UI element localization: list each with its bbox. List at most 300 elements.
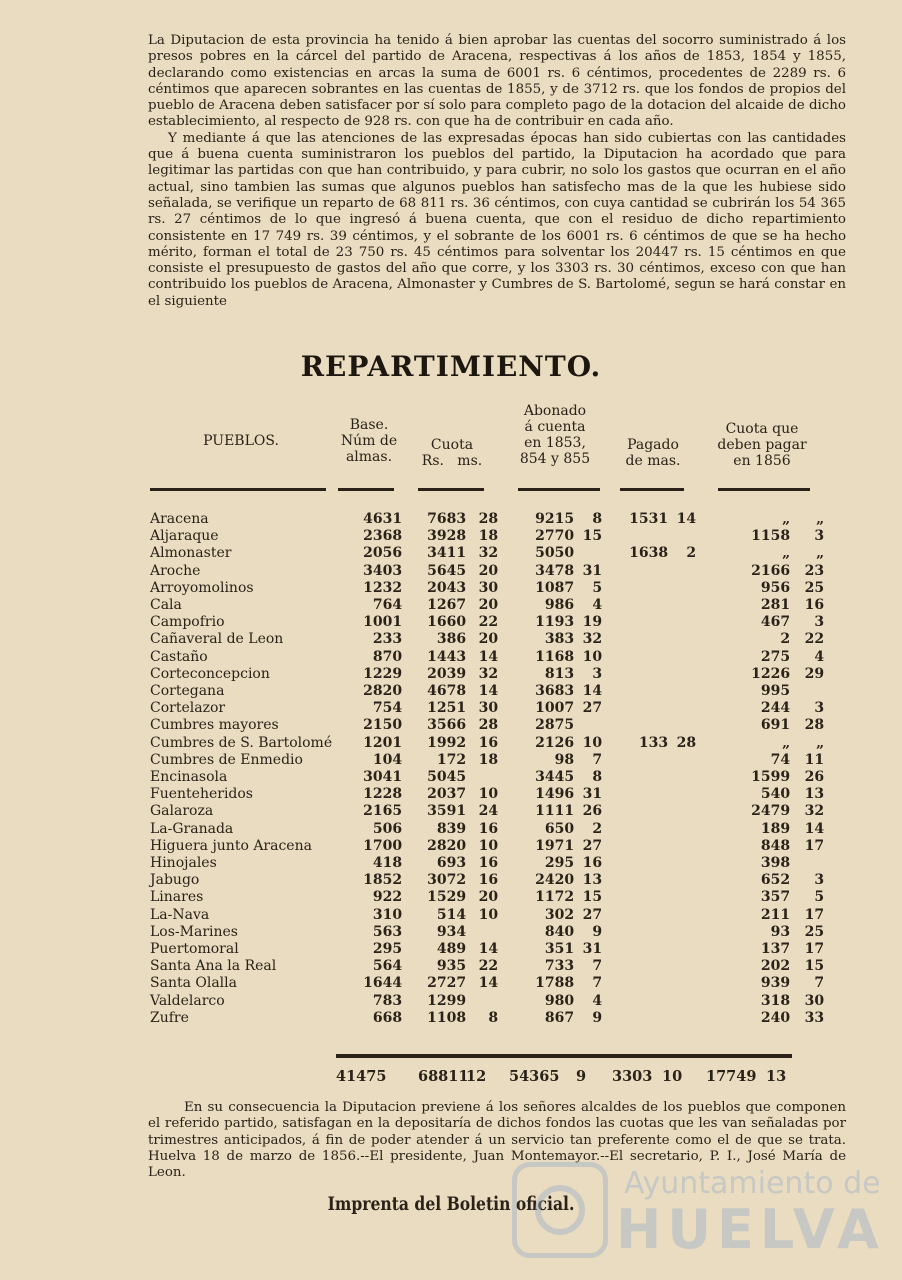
cell-pm: 14 bbox=[676, 511, 697, 527]
pueblo-name bbox=[150, 855, 332, 872]
pueblo-name bbox=[150, 649, 332, 666]
cell-base: 2150 bbox=[363, 717, 403, 734]
cell-pr bbox=[602, 528, 668, 545]
pueblo-name bbox=[150, 717, 332, 734]
header-cuota bbox=[412, 437, 492, 469]
cell-am: 9 bbox=[592, 1009, 603, 1026]
intro-paragraph-2: Y mediante á que las atenciones de las expresadas épocas han sido cubiertas con las cantidades que á buena cuenta suministraron los pueblos del partido, la Diputacion ha acordado que para legitimar las partidas con que han contribuido, y para cubrir, no solo los gastos que ocurran en el año actual, sino tambien las sumas que algunos pueblos han satisfecho mas de la que les hubiese sido señalada, se verifique un reparto de 68 811 rs. 36 céntimos, con cuya cantidad se cubrirán los 54 365 rs. 27 céntimos de lo que ingresó á buena cuenta, que con el residuo de dicho repartimiento consistente en 17 749 rs. 39 céntimos, y el sobrante de los 6001 rs. 6 céntimos de que se ha hecho mérito, forman el total de 23 750 rs. 45 céntimos para solventar los 20447 rs. 15 céntimos en que consiste el presupuesto de gastos del año que corre, y los 3303 rs. 30 céntimos, exceso con que han contribuido los pueblos de Aracena, Almonaster y Cumbres de S. Bartolomé, segun se hará constar en el siguiente bbox=[148, 130, 846, 309]
cell-qr: 240 bbox=[760, 1009, 791, 1026]
pueblo-name-text: Linares bbox=[150, 889, 204, 906]
cell-qm: 17 bbox=[804, 837, 825, 854]
table-row bbox=[150, 838, 824, 855]
cell-pr bbox=[602, 580, 668, 597]
watermark-line1: Ayuntamiento de bbox=[624, 1166, 881, 1201]
cell-qr: 2479 bbox=[751, 803, 791, 820]
total-cuota-deben-rs: 17749 bbox=[706, 1068, 757, 1085]
cell-base: 564 bbox=[372, 958, 403, 975]
cell-qm: 3 bbox=[814, 700, 825, 717]
cell-cr: 3591 bbox=[427, 803, 467, 820]
cell-pm bbox=[668, 975, 696, 992]
pueblo-name-text: Jabugo bbox=[150, 872, 200, 889]
cell-cr: 5645 bbox=[427, 562, 467, 579]
total-cuota-deben-ms: 13 bbox=[766, 1068, 787, 1085]
header-base-line: Núm de bbox=[340, 433, 398, 449]
cell-qm: „ bbox=[816, 545, 825, 562]
cell-am: 13 bbox=[582, 872, 603, 889]
cell-ar: 3478 bbox=[535, 562, 575, 579]
cell-cr: 5045 bbox=[427, 769, 467, 786]
cell-ar: 733 bbox=[544, 958, 575, 975]
pueblo-name bbox=[150, 735, 332, 752]
cell-qm: 28 bbox=[804, 717, 825, 734]
header-abonado bbox=[510, 403, 600, 467]
cell-qr: 691 bbox=[760, 717, 791, 734]
cell-ar: 351 bbox=[544, 941, 575, 958]
cell-qr: 1158 bbox=[751, 528, 791, 545]
cell-cm bbox=[466, 769, 498, 786]
header-cuota-line: Rs. ms. bbox=[421, 453, 483, 469]
cell-ar: 980 bbox=[544, 992, 575, 1009]
cell-ar: 5050 bbox=[535, 545, 575, 562]
cell-base: 506 bbox=[372, 820, 403, 837]
cell-pr bbox=[602, 1010, 668, 1027]
cell-qr: 189 bbox=[760, 820, 791, 837]
cell-cr: 1529 bbox=[427, 889, 467, 906]
cell-qm: 17 bbox=[804, 906, 825, 923]
header-rule bbox=[620, 488, 684, 491]
cell-base: 2820 bbox=[363, 683, 403, 700]
cell-qm: 7 bbox=[814, 975, 825, 992]
cell-am bbox=[574, 717, 602, 734]
pueblo-name bbox=[150, 769, 332, 786]
cell-pm bbox=[668, 786, 696, 803]
pueblo-name bbox=[150, 511, 332, 528]
cell-qr: 357 bbox=[760, 889, 791, 906]
cell-base: 4631 bbox=[363, 511, 403, 527]
table-row bbox=[150, 528, 824, 545]
watermark-ring bbox=[535, 1185, 585, 1235]
cell-cm: 14 bbox=[478, 975, 499, 992]
header-rule bbox=[718, 488, 810, 491]
watermark-logo-icon bbox=[512, 1162, 608, 1258]
cell-qm: 16 bbox=[804, 597, 825, 614]
totals-rule bbox=[336, 1054, 792, 1058]
cell-pm bbox=[668, 631, 696, 648]
cell-qr: 398 bbox=[760, 855, 791, 872]
cell-pr bbox=[602, 924, 668, 941]
table-row bbox=[150, 803, 824, 820]
cell-am: 5 bbox=[592, 579, 603, 596]
watermark-line2: HUELVA bbox=[616, 1198, 885, 1261]
cell-pr bbox=[602, 993, 668, 1010]
cell-base: 418 bbox=[372, 855, 403, 872]
cell-pr bbox=[602, 631, 668, 648]
header-rule bbox=[518, 488, 600, 491]
table-row bbox=[150, 941, 824, 958]
cell-ar: 986 bbox=[544, 597, 575, 614]
cell-am: 4 bbox=[592, 597, 603, 614]
cell-qm: 13 bbox=[804, 786, 825, 803]
cell-pm bbox=[668, 924, 696, 941]
pueblo-name bbox=[150, 597, 332, 614]
total-abonado-rs: 54365 bbox=[509, 1068, 560, 1085]
header-rule bbox=[418, 488, 484, 491]
pueblo-name-text: Encinasola bbox=[150, 769, 228, 786]
cell-qr: 1226 bbox=[751, 665, 791, 682]
pueblo-name bbox=[150, 563, 332, 580]
cell-cr: 693 bbox=[436, 855, 467, 872]
table-row bbox=[150, 735, 824, 752]
cell-base: 310 bbox=[372, 906, 403, 923]
cell-cm: 10 bbox=[478, 837, 499, 854]
cell-pr bbox=[602, 958, 668, 975]
cell-ar: 383 bbox=[544, 631, 575, 648]
pueblo-name-text: Cumbres de Enmedio bbox=[150, 751, 303, 768]
cell-ar: 840 bbox=[544, 923, 575, 940]
cell-qr: 995 bbox=[760, 683, 791, 700]
cell-qr: 1599 bbox=[751, 769, 791, 786]
table-row bbox=[150, 1010, 824, 1027]
cell-cr: 839 bbox=[436, 820, 467, 837]
cell-cm: 18 bbox=[478, 528, 499, 545]
cell-am: 7 bbox=[592, 975, 603, 992]
cell-base: 233 bbox=[372, 631, 403, 648]
intro-paragraph-1: La Diputacion de esta provincia ha tenido á bien aprobar las cuentas del socorro suministrado á los presos pobres en la cárcel del partido de Aracena, respectivas á los años de 1853, 1854 y 1855, declarando como existencias en arcas la suma de 6001 rs. 6 céntimos, procedentes de 2289 rs. 6 céntimos que aparecen sobrantes en las cuentas de 1855, y de 3712 rs. que los fondos de propios del pueblo de Aracena deben satisfacer por sí solo para completo pago de la dotacion del alcaide de dicho establecimiento, al respecto de 928 rs. con que ha de contribuir en cada año. bbox=[148, 33, 846, 130]
cell-qm: 30 bbox=[804, 992, 825, 1009]
cell-qm: „ bbox=[816, 734, 825, 751]
cell-qr: 275 bbox=[760, 648, 791, 665]
closing-paragraph: En su consecuencia la Diputacion previene á los señores alcaldes de los pueblos que componen el referido partido, satisfagan en la depositaría de dichos fondos las cuotas que les van señaladas por trimestres anticipados, á fin de poder atender á un servicio tan preferente como el de que se trata. Huelva 18 de marzo de 1856.--El presidente, Juan Montemayor.--El secretario, P. I., José María de Leon. bbox=[148, 1100, 846, 1181]
cell-qr: 467 bbox=[760, 614, 791, 631]
cell-qm: 5 bbox=[814, 889, 825, 906]
header-base-line: almas. bbox=[345, 449, 393, 465]
cell-pr bbox=[602, 889, 668, 906]
cell-pm bbox=[668, 752, 696, 769]
cell-pr bbox=[602, 717, 668, 734]
cell-qm: 23 bbox=[804, 562, 825, 579]
cell-cr: 2043 bbox=[427, 579, 467, 596]
cell-base: 1852 bbox=[363, 872, 403, 889]
pueblo-name bbox=[150, 580, 332, 597]
pueblo-name bbox=[150, 889, 332, 906]
cell-qr: 956 bbox=[760, 579, 791, 596]
header-rule bbox=[338, 488, 394, 491]
table-row bbox=[150, 683, 824, 700]
cell-base: 3403 bbox=[363, 562, 403, 579]
cell-base: 754 bbox=[372, 700, 403, 717]
cell-ar: 2770 bbox=[535, 528, 575, 545]
cell-qm: 29 bbox=[804, 665, 825, 682]
cell-cm: 22 bbox=[478, 614, 499, 631]
pueblo-name bbox=[150, 924, 332, 941]
cell-pm bbox=[668, 528, 696, 545]
total-cuota-ms: 12 bbox=[466, 1068, 487, 1085]
repartimiento-table bbox=[150, 511, 824, 1027]
header-base-line: Base. bbox=[349, 417, 389, 433]
cell-am: 15 bbox=[582, 889, 603, 906]
cell-base: 764 bbox=[372, 597, 403, 614]
table-row bbox=[150, 649, 824, 666]
cell-am: 15 bbox=[582, 528, 603, 545]
pueblo-name-text: Cumbres mayores bbox=[150, 717, 279, 734]
pueblo-name-text: Cortelazor bbox=[150, 700, 226, 717]
table-row bbox=[150, 597, 824, 614]
header-cuota-deben bbox=[712, 421, 812, 469]
intro-text bbox=[148, 33, 846, 310]
table-row bbox=[150, 975, 824, 992]
header-cuota-deben-line: Cuota que bbox=[725, 421, 799, 437]
cell-qr: 939 bbox=[760, 975, 791, 992]
pueblo-name-text: La-Granada bbox=[150, 820, 234, 837]
table-row bbox=[150, 752, 824, 769]
cell-pm: 28 bbox=[676, 734, 697, 751]
cell-pr bbox=[602, 683, 668, 700]
pueblo-name-text: Puertomoral bbox=[150, 941, 239, 958]
cell-pr: 1638 bbox=[629, 545, 669, 562]
cell-qr: 211 bbox=[760, 906, 791, 923]
cell-am: 2 bbox=[592, 820, 603, 837]
cell-qm: 26 bbox=[804, 769, 825, 786]
pueblo-name-text: Galaroza bbox=[150, 803, 214, 820]
header-pueblos: PUEBLOS. bbox=[203, 433, 279, 449]
header-cuota-deben-line: deben pagar bbox=[717, 437, 807, 453]
cell-base: 104 bbox=[372, 751, 403, 768]
cell-cm: 16 bbox=[478, 820, 499, 837]
cell-cm bbox=[466, 993, 498, 1010]
cell-cm: 20 bbox=[478, 562, 499, 579]
cell-cr: 1267 bbox=[427, 597, 467, 614]
cell-qm: 17 bbox=[804, 941, 825, 958]
pueblo-name-text: La-Nava bbox=[150, 906, 210, 923]
pueblo-name bbox=[150, 941, 332, 958]
cell-pm bbox=[668, 958, 696, 975]
pueblo-name bbox=[150, 1010, 332, 1027]
cell-ar: 1111 bbox=[535, 803, 575, 820]
cell-pr bbox=[602, 872, 668, 889]
cell-qr: 74 bbox=[770, 751, 791, 768]
cell-pr bbox=[602, 666, 668, 683]
cell-qr: 652 bbox=[760, 872, 791, 889]
cell-cm: 14 bbox=[478, 683, 499, 700]
cell-cr: 935 bbox=[436, 958, 467, 975]
cell-base: 1201 bbox=[363, 734, 403, 751]
header-abonado-line: Abonado bbox=[523, 403, 587, 419]
cell-qm: 11 bbox=[804, 751, 825, 768]
cell-cm: 16 bbox=[478, 855, 499, 872]
cell-cr: 172 bbox=[436, 751, 467, 768]
cell-pr bbox=[602, 821, 668, 838]
cell-base: 2165 bbox=[363, 803, 403, 820]
cell-pm bbox=[668, 597, 696, 614]
pueblo-name bbox=[150, 700, 332, 717]
pueblo-name-text: Campofrio bbox=[150, 614, 225, 631]
cell-ar: 1193 bbox=[535, 614, 575, 631]
cell-base: 870 bbox=[372, 648, 403, 665]
cell-qr: 318 bbox=[760, 992, 791, 1009]
pueblo-name-text: Aracena bbox=[150, 511, 209, 527]
cell-ar: 98 bbox=[554, 751, 575, 768]
pueblo-name bbox=[150, 803, 332, 820]
cell-ar: 295 bbox=[544, 855, 575, 872]
table-row bbox=[150, 907, 824, 924]
cell-cr: 386 bbox=[436, 631, 467, 648]
cell-cm: 14 bbox=[478, 648, 499, 665]
table-row bbox=[150, 666, 824, 683]
pueblo-name-text: Cumbres de S. Bartolomé bbox=[150, 734, 333, 751]
pueblo-name bbox=[150, 614, 332, 631]
pueblo-name bbox=[150, 528, 332, 545]
cell-base: 2368 bbox=[363, 528, 403, 545]
cell-cm: 20 bbox=[478, 889, 499, 906]
cell-am: 10 bbox=[582, 648, 603, 665]
pueblo-name bbox=[150, 666, 332, 683]
cell-am: 31 bbox=[582, 941, 603, 958]
cell-am: 9 bbox=[592, 923, 603, 940]
cell-base: 1229 bbox=[363, 665, 403, 682]
cell-cm: 18 bbox=[478, 751, 499, 768]
pueblo-name bbox=[150, 786, 332, 803]
table-row bbox=[150, 889, 824, 906]
cell-cr: 2037 bbox=[427, 786, 467, 803]
cell-pr bbox=[602, 769, 668, 786]
cell-qm: „ bbox=[816, 511, 825, 527]
cell-cm: 28 bbox=[478, 717, 499, 734]
cell-am: 31 bbox=[582, 562, 603, 579]
table-row bbox=[150, 993, 824, 1010]
cell-am bbox=[574, 545, 602, 562]
cell-am: 32 bbox=[582, 631, 603, 648]
cell-cm: 32 bbox=[478, 665, 499, 682]
cell-base: 1232 bbox=[363, 579, 403, 596]
cell-pm bbox=[668, 855, 696, 872]
header-pagado-line: de mas. bbox=[625, 453, 681, 469]
pueblo-name bbox=[150, 907, 332, 924]
cell-am: 26 bbox=[582, 803, 603, 820]
cell-qr: 202 bbox=[760, 958, 791, 975]
cell-am: 7 bbox=[592, 751, 603, 768]
cell-cm: 16 bbox=[478, 872, 499, 889]
pueblo-name-text: Valdelarco bbox=[150, 992, 225, 1009]
cell-cr: 7683 bbox=[427, 511, 467, 527]
cell-cr: 3928 bbox=[427, 528, 467, 545]
cell-am: 8 bbox=[592, 511, 603, 527]
table-row bbox=[150, 511, 824, 528]
cell-qm: 3 bbox=[814, 528, 825, 545]
cell-am: 16 bbox=[582, 855, 603, 872]
cell-ar: 1087 bbox=[535, 579, 575, 596]
pueblo-name bbox=[150, 683, 332, 700]
table-row bbox=[150, 563, 824, 580]
pueblo-name bbox=[150, 631, 332, 648]
pueblo-name bbox=[150, 838, 332, 855]
cell-pm bbox=[668, 1010, 696, 1027]
cell-cr: 934 bbox=[436, 923, 467, 940]
pueblo-name-text: Zufre bbox=[150, 1009, 189, 1026]
pueblo-name bbox=[150, 993, 332, 1010]
table-row bbox=[150, 872, 824, 889]
cell-cr: 3411 bbox=[427, 545, 467, 562]
cell-pr: 133 bbox=[638, 734, 669, 751]
cell-pm bbox=[668, 803, 696, 820]
cell-pm bbox=[668, 649, 696, 666]
cell-cr: 2039 bbox=[427, 665, 467, 682]
header-rule bbox=[150, 488, 326, 491]
section-heading: REPARTIMIENTO. bbox=[300, 350, 602, 383]
pueblo-name-text: Higuera junto Aracena bbox=[150, 837, 312, 854]
printer-imprint: Imprenta del Boletin oficial. bbox=[327, 1193, 575, 1215]
cell-cm: 32 bbox=[478, 545, 499, 562]
cell-qr: 2 bbox=[780, 631, 791, 648]
cell-cr: 1660 bbox=[427, 614, 467, 631]
cell-ar: 813 bbox=[544, 665, 575, 682]
cell-base: 563 bbox=[372, 923, 403, 940]
cell-qm: 33 bbox=[804, 1009, 825, 1026]
pueblo-name-text: Almonaster bbox=[150, 545, 232, 562]
cell-cr: 2820 bbox=[427, 837, 467, 854]
pueblo-name-text: Fuenteheridos bbox=[150, 786, 253, 803]
table-row bbox=[150, 855, 824, 872]
cell-qm: 25 bbox=[804, 579, 825, 596]
cell-am: 31 bbox=[582, 786, 603, 803]
table-row bbox=[150, 631, 824, 648]
watermark bbox=[512, 1150, 885, 1270]
header-abonado-line: 854 y 855 bbox=[519, 451, 591, 467]
cell-cr: 1299 bbox=[427, 992, 467, 1009]
cell-pr bbox=[602, 786, 668, 803]
cell-base: 3041 bbox=[363, 769, 403, 786]
cell-base: 1228 bbox=[363, 786, 403, 803]
cell-pm bbox=[668, 580, 696, 597]
pueblo-name-text: Los-Marines bbox=[150, 923, 238, 940]
pueblo-name bbox=[150, 872, 332, 889]
cell-cr: 4678 bbox=[427, 683, 467, 700]
cell-qm: 25 bbox=[804, 923, 825, 940]
cell-cm: 20 bbox=[478, 597, 499, 614]
cell-qr: 2166 bbox=[751, 562, 791, 579]
header-pagado-line: Pagado bbox=[627, 437, 679, 453]
cell-pr bbox=[602, 803, 668, 820]
cell-pm bbox=[668, 907, 696, 924]
header-abonado-line: á cuenta bbox=[524, 419, 586, 435]
cell-pr bbox=[602, 649, 668, 666]
pueblo-name-text: Corteconcepcion bbox=[150, 665, 270, 682]
cell-cr: 2727 bbox=[427, 975, 467, 992]
cell-pm bbox=[668, 700, 696, 717]
cell-cr: 1251 bbox=[427, 700, 467, 717]
cell-qm: 3 bbox=[814, 614, 825, 631]
table-row bbox=[150, 580, 824, 597]
cell-pr bbox=[602, 563, 668, 580]
cell-cr: 3072 bbox=[427, 872, 467, 889]
total-pagado-ms: 10 bbox=[662, 1068, 683, 1085]
cell-pm bbox=[668, 563, 696, 580]
pueblo-name-text: Aljaraque bbox=[150, 528, 219, 545]
cell-pm bbox=[668, 872, 696, 889]
header-cuota-line: Cuota bbox=[430, 437, 474, 453]
cell-qm bbox=[790, 855, 824, 872]
cell-cr: 1443 bbox=[427, 648, 467, 665]
cell-am: 10 bbox=[582, 734, 603, 751]
pueblo-name-text: Aroche bbox=[150, 562, 201, 579]
cell-qr: „ bbox=[782, 734, 791, 751]
cell-qm: 14 bbox=[804, 820, 825, 837]
cell-ar: 1168 bbox=[535, 648, 575, 665]
header-cuota-deben-line: en 1856 bbox=[733, 453, 791, 469]
cell-ar: 1971 bbox=[535, 837, 575, 854]
cell-pr bbox=[602, 941, 668, 958]
cell-cm: 14 bbox=[478, 941, 499, 958]
cell-pm bbox=[668, 683, 696, 700]
